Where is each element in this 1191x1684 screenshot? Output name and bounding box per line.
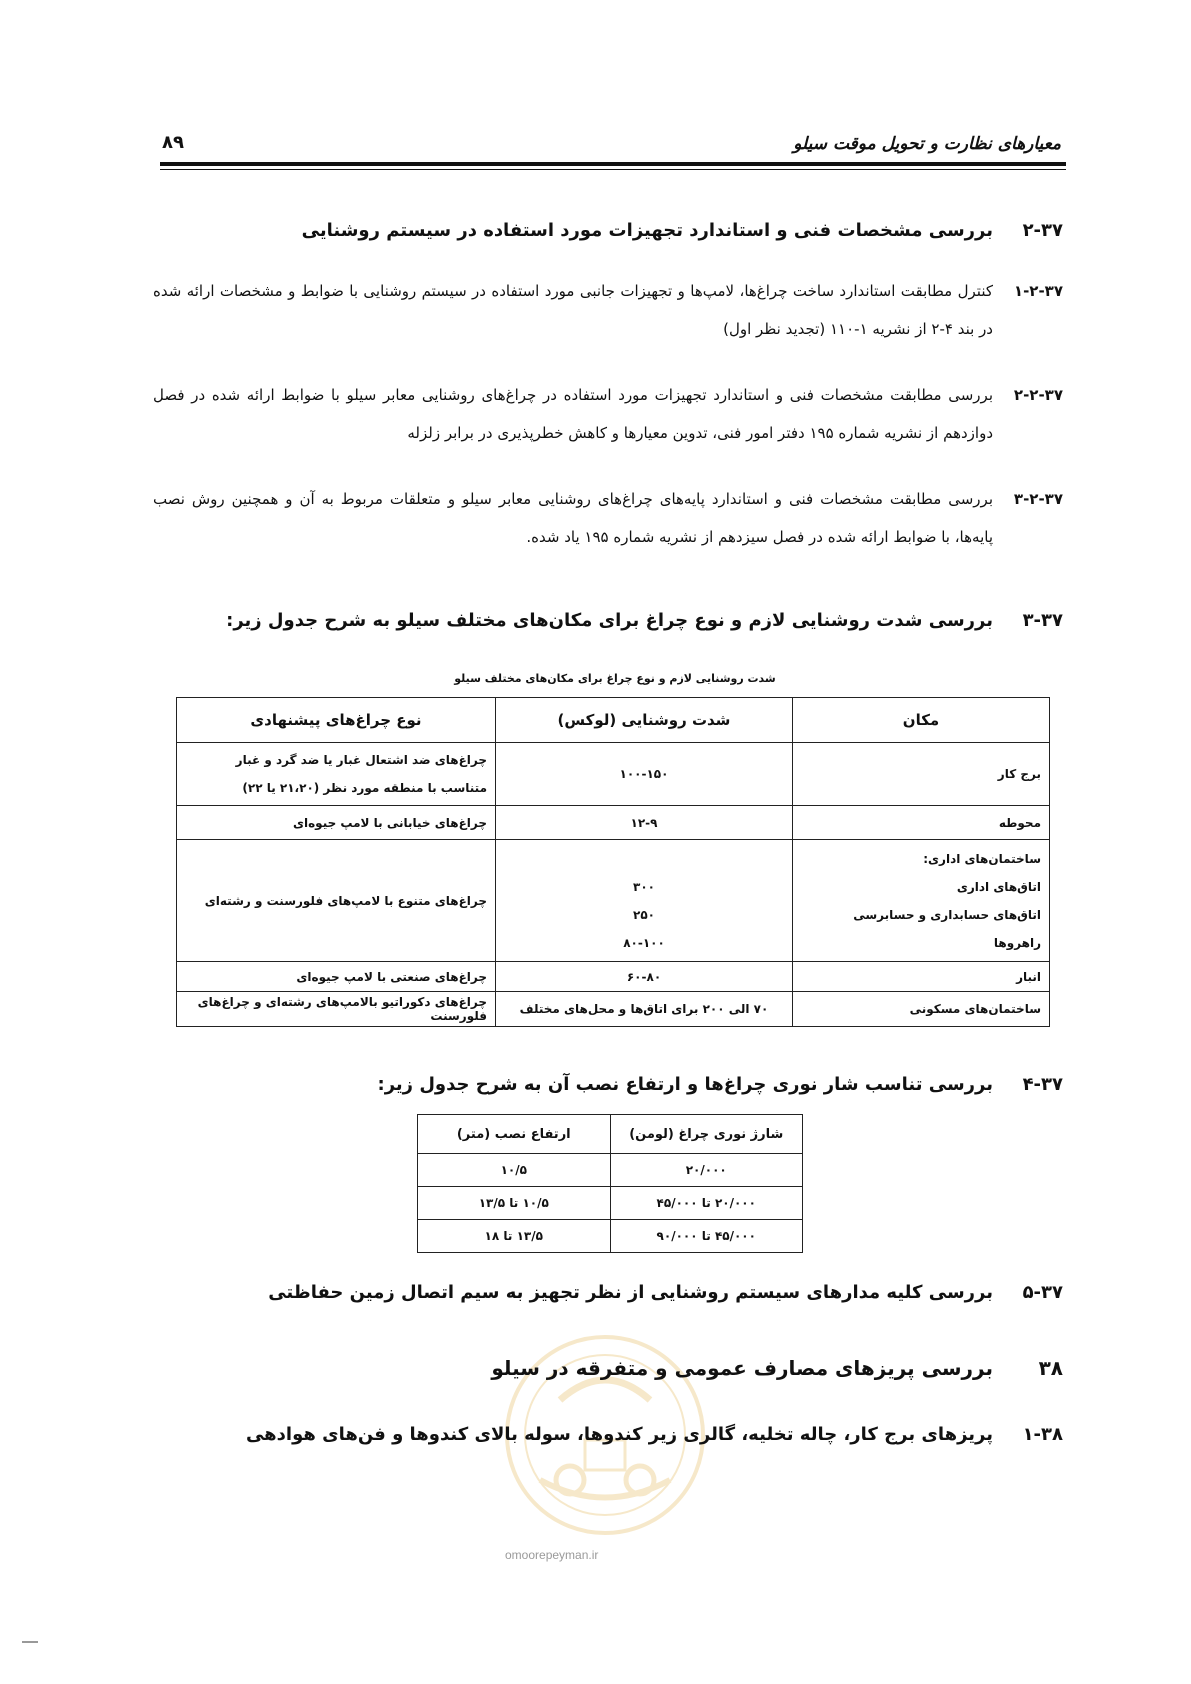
section-number: ۳-۲-۳۷ bbox=[1013, 490, 1063, 508]
cell-flux: ۴۵/۰۰۰ تا ۹۰/۰۰۰ bbox=[610, 1220, 803, 1253]
table-row bbox=[177, 743, 1050, 806]
header-height: ارتفاع نصب (متر) bbox=[418, 1115, 611, 1154]
section-number: ۲-۲-۳۷ bbox=[1013, 386, 1063, 404]
header-lux: شدت روشنایی (لوکس) bbox=[496, 698, 793, 743]
cell-height: ۱۳/۵ تا ۱۸ bbox=[418, 1220, 611, 1253]
table-header-row bbox=[177, 698, 1050, 743]
header-lamp: نوع چراغ‌های پیشنهادی bbox=[177, 698, 496, 743]
section-number: ۱-۳۸ bbox=[1022, 1424, 1063, 1445]
table-row bbox=[177, 962, 1050, 992]
cell-line: ۲۵۰ bbox=[633, 907, 655, 922]
section-number: ۴-۳۷ bbox=[1022, 1074, 1063, 1095]
cell-place: محوطه bbox=[793, 806, 1050, 840]
cell-lux: ۶۰-۸۰ bbox=[496, 962, 793, 992]
section-number: ۳-۳۷ bbox=[1022, 610, 1063, 631]
table-row bbox=[177, 992, 1050, 1027]
section-number: ۵-۳۷ bbox=[1022, 1282, 1063, 1303]
section-paragraph: کنترل مطابقت استاندارد ساخت چراغ‌ها، لامپ‌ها و تجهیزات جانبی مورد استفاده در سیستم روشنایی با ضوابط و مشخصات ارائه شده در بند ۴-۲ از نشریه ۱-۱۱۰ (تجدید نظر اول) bbox=[153, 282, 993, 338]
section-37-3 bbox=[153, 610, 1063, 631]
scan-mark bbox=[22, 1641, 38, 1643]
cell-lamp: چراغ‌های صنعتی با لامپ جیوه‌ای bbox=[177, 962, 496, 992]
cell-lux: ۷۰ الی ۲۰۰ برای اتاق‌ها و محل‌های مختلف bbox=[496, 992, 793, 1027]
section-paragraph: بررسی مطابقت مشخصات فنی و استاندارد پایه‌های چراغ‌های روشنایی معابر سیلو و متعلقات مربوط به آن و همچنین روش نصب پایه‌ها، با ضوابط ارائه شده در فصل سیزدهم از نشریه شماره ۱۹۵ یاد شده. bbox=[153, 490, 993, 546]
section-number: ۳۸ bbox=[1038, 1356, 1063, 1380]
section-heading: بررسی پریزهای مصارف عمومی و متفرقه در سیلو bbox=[491, 1356, 993, 1380]
section-heading: بررسی مشخصات فنی و استاندارد تجهیزات مورد استفاده در سیستم روشنایی bbox=[301, 220, 993, 241]
section-38 bbox=[153, 1356, 1063, 1380]
cell-place: برج کار bbox=[793, 743, 1050, 806]
cell-lux bbox=[496, 840, 793, 962]
cell-place: ساختمان‌های مسکونی bbox=[793, 992, 1050, 1027]
cell-height: ۱۰/۵ تا ۱۳/۵ bbox=[418, 1187, 611, 1220]
header-flux: شارژ نوری چراغ (لومن) bbox=[610, 1115, 803, 1154]
cell-lux: ۱۰۰-۱۵۰ bbox=[496, 743, 793, 806]
section-paragraph: بررسی مطابقت مشخصات فنی و استاندارد تجهیزات مورد استفاده در چراغ‌های روشنایی معابر سیلو با ضوابط ارائه شده در فصل دوازدهم از نشریه شماره ۱۹۵ دفتر امور فنی، تدوین معیارها و کاهش خطرپذیری در برابر زلزله bbox=[153, 386, 993, 442]
table-caption: شدت روشنایی لازم و نوع چراغ برای مکان‌های مختلف سیلو bbox=[454, 672, 776, 685]
table-row bbox=[418, 1220, 803, 1253]
running-header-title: معیارهای نظارت و تحویل موقت سیلو bbox=[793, 134, 1061, 154]
table-row bbox=[177, 840, 1050, 962]
cell-line: ۳۰۰ bbox=[633, 879, 655, 894]
section-37-2-2 bbox=[153, 376, 1063, 452]
cell-place bbox=[793, 840, 1050, 962]
table-row bbox=[418, 1187, 803, 1220]
cell-line: ساختمان‌های اداری: bbox=[923, 851, 1041, 866]
cell-lamp: چراغ‌های دکوراتیو بالامپ‌های رشته‌ای و چراغ‌های فلورسنت bbox=[177, 992, 496, 1027]
cell-line: راهروها bbox=[993, 935, 1041, 950]
flux-height-table bbox=[417, 1114, 803, 1253]
cell-lux: ۱۲-۹ bbox=[496, 806, 793, 840]
header-rule-thin bbox=[160, 169, 1066, 170]
cell-lamp: چراغ‌های خیابانی با لامپ جیوه‌ای bbox=[177, 806, 496, 840]
section-37-2 bbox=[153, 220, 1063, 241]
cell-place: انبار bbox=[793, 962, 1050, 992]
cell-line: متناسب با منطقه مورد نظر (۲۱،۲۰ یا ۲۲) bbox=[242, 781, 487, 795]
cell-line: اتاق‌های اداری bbox=[956, 879, 1041, 894]
header-place: مکان bbox=[793, 698, 1050, 743]
table-row bbox=[177, 806, 1050, 840]
section-heading: بررسی شدت روشنایی لازم و نوع چراغ برای مکان‌های مختلف سیلو به شرح جدول زیر: bbox=[226, 610, 993, 631]
section-heading: بررسی تناسب شار نوری چراغ‌ها و ارتفاع نصب آن به شرح جدول زیر: bbox=[377, 1074, 993, 1095]
section-37-2-3 bbox=[153, 480, 1063, 556]
section-37-5 bbox=[153, 1282, 1063, 1303]
cell-line: ۸۰-۱۰۰ bbox=[623, 935, 665, 950]
table-header-row bbox=[418, 1115, 803, 1154]
cell-line bbox=[504, 845, 784, 873]
cell-height: ۱۰/۵ bbox=[418, 1154, 611, 1187]
cell-flux: ۲۰/۰۰۰ تا ۴۵/۰۰۰ bbox=[610, 1187, 803, 1220]
cell-lamp bbox=[177, 743, 496, 806]
section-37-2-1 bbox=[153, 272, 1063, 348]
section-number: ۱-۲-۳۷ bbox=[1013, 282, 1063, 300]
cell-lamp: چراغ‌های متنوع با لامپ‌های فلورسنت و رشته‌ای bbox=[177, 840, 496, 962]
table-row bbox=[418, 1154, 803, 1187]
header-rule-thick bbox=[160, 162, 1066, 166]
section-38-1 bbox=[153, 1424, 1063, 1445]
section-heading: بررسی کلیه مدارهای سیستم روشنایی از نظر تجهیز به سیم اتصال زمین حفاظتی bbox=[268, 1282, 993, 1303]
watermark-text: omoorepeyman.ir bbox=[505, 1548, 599, 1562]
cell-line: چراغ‌های ضد اشتعال غبار یا ضد گرد و غبار bbox=[235, 753, 487, 767]
cell-flux: ۲۰/۰۰۰ bbox=[610, 1154, 803, 1187]
section-heading: پریزهای برج کار، چاله تخلیه، گالری زیر کندوها، سوله بالای کندوها و فن‌های هوادهی bbox=[245, 1424, 993, 1445]
cell-line: اتاق‌های حسابداری و حسابرسی bbox=[853, 907, 1041, 922]
section-37-4 bbox=[153, 1074, 1063, 1095]
page-number: ۸۹ bbox=[162, 132, 184, 153]
illuminance-table bbox=[176, 697, 1050, 1027]
section-number: ۲-۳۷ bbox=[1022, 220, 1063, 241]
